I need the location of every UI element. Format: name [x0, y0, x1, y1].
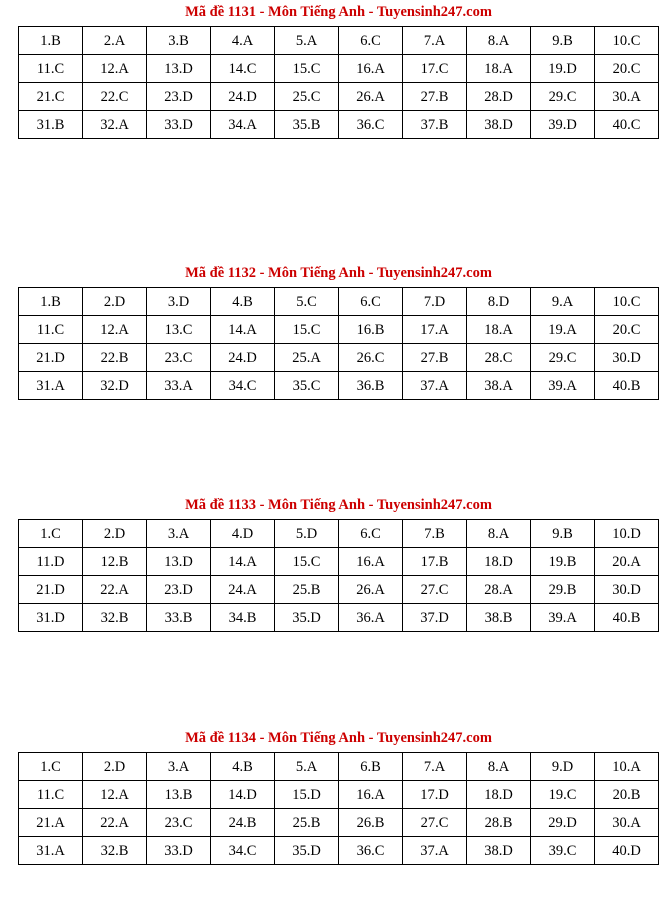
answer-cell: 27.C	[403, 576, 467, 604]
table-row	[19, 316, 659, 344]
answer-cell: 16.A	[339, 548, 403, 576]
answer-cell: 15.D	[275, 781, 339, 809]
answer-cell: 10.C	[595, 27, 659, 55]
answer-cell: 38.B	[467, 604, 531, 632]
answer-cell: 24.B	[211, 809, 275, 837]
answer-cell: 31.D	[19, 604, 83, 632]
table-row	[19, 837, 659, 865]
answer-cell: 33.D	[147, 111, 211, 139]
answer-cell: 22.A	[83, 809, 147, 837]
answer-cell: 37.B	[403, 111, 467, 139]
answer-cell: 33.D	[147, 837, 211, 865]
answer-cell: 40.B	[595, 372, 659, 400]
answer-cell: 6.C	[339, 27, 403, 55]
answer-cell: 8.D	[467, 288, 531, 316]
table-row	[19, 548, 659, 576]
answer-cell: 39.A	[531, 604, 595, 632]
answer-cell: 6.C	[339, 288, 403, 316]
table-row	[19, 576, 659, 604]
block-title: Mã đề 1133 - Môn Tiếng Anh - Tuyensinh247.com	[185, 497, 492, 513]
answer-cell: 17.C	[403, 55, 467, 83]
answer-cell: 14.C	[211, 55, 275, 83]
answer-cell: 26.A	[339, 576, 403, 604]
table-row	[19, 288, 659, 316]
table-row	[19, 27, 659, 55]
answer-cell: 20.C	[595, 316, 659, 344]
answer-cell: 10.D	[595, 520, 659, 548]
answer-cell: 22.C	[83, 83, 147, 111]
block-title: Mã đề 1131 - Môn Tiếng Anh - Tuyensinh247.com	[185, 4, 492, 20]
answer-cell: 13.D	[147, 548, 211, 576]
answer-cell: 25.C	[275, 83, 339, 111]
answer-cell: 40.D	[595, 837, 659, 865]
answer-cell: 13.D	[147, 55, 211, 83]
answer-cell: 28.C	[467, 344, 531, 372]
answer-cell: 37.A	[403, 372, 467, 400]
answer-cell: 10.A	[595, 753, 659, 781]
answer-cell: 1.C	[19, 520, 83, 548]
answer-cell: 32.D	[83, 372, 147, 400]
table-row	[19, 520, 659, 548]
answer-cell: 18.A	[467, 316, 531, 344]
table-row	[19, 344, 659, 372]
table-row	[19, 753, 659, 781]
answer-cell: 39.A	[531, 372, 595, 400]
answer-cell: 33.A	[147, 372, 211, 400]
answer-cell: 20.A	[595, 548, 659, 576]
answer-table	[18, 26, 659, 139]
answer-cell: 24.A	[211, 576, 275, 604]
answer-cell: 20.C	[595, 55, 659, 83]
answer-cell: 9.B	[531, 27, 595, 55]
answer-cell: 20.B	[595, 781, 659, 809]
answer-cell: 28.B	[467, 809, 531, 837]
answer-cell: 12.B	[83, 548, 147, 576]
answer-key-block-1133	[18, 496, 659, 632]
answer-cell: 4.B	[211, 288, 275, 316]
table-row	[19, 604, 659, 632]
answer-cell: 11.C	[19, 316, 83, 344]
answer-cell: 14.A	[211, 548, 275, 576]
answer-cell: 25.B	[275, 576, 339, 604]
answer-cell: 12.A	[83, 781, 147, 809]
answer-cell: 11.D	[19, 548, 83, 576]
answer-cell: 7.D	[403, 288, 467, 316]
answer-cell: 29.C	[531, 344, 595, 372]
answer-cell: 28.D	[467, 83, 531, 111]
table-row	[19, 111, 659, 139]
table-row	[19, 372, 659, 400]
answer-cell: 9.A	[531, 288, 595, 316]
answer-cell: 17.A	[403, 316, 467, 344]
answer-table	[18, 752, 659, 865]
answer-cell: 23.C	[147, 344, 211, 372]
answer-cell: 1.B	[19, 288, 83, 316]
answer-cell: 5.A	[275, 753, 339, 781]
answer-cell: 10.C	[595, 288, 659, 316]
answer-cell: 32.B	[83, 604, 147, 632]
answer-cell: 33.B	[147, 604, 211, 632]
answer-cell: 25.A	[275, 344, 339, 372]
answer-cell: 30.A	[595, 83, 659, 111]
answer-cell: 36.C	[339, 111, 403, 139]
answer-cell: 38.D	[467, 111, 531, 139]
answer-cell: 5.D	[275, 520, 339, 548]
answer-key-block-1134	[18, 729, 659, 865]
answer-cell: 35.B	[275, 111, 339, 139]
answer-cell: 18.D	[467, 781, 531, 809]
answer-cell: 19.D	[531, 55, 595, 83]
answer-cell: 31.A	[19, 372, 83, 400]
answer-cell: 15.C	[275, 316, 339, 344]
answer-cell: 4.D	[211, 520, 275, 548]
answer-cell: 31.B	[19, 111, 83, 139]
block-title: Mã đề 1134 - Môn Tiếng Anh - Tuyensinh247.com	[185, 730, 492, 746]
answer-cell: 27.B	[403, 344, 467, 372]
block-title: Mã đề 1132 - Môn Tiếng Anh - Tuyensinh247.com	[185, 265, 492, 281]
answer-cell: 8.A	[467, 753, 531, 781]
answer-cell: 17.B	[403, 548, 467, 576]
answer-cell: 14.D	[211, 781, 275, 809]
answer-cell: 29.D	[531, 809, 595, 837]
answer-cell: 15.C	[275, 55, 339, 83]
answer-cell: 7.A	[403, 753, 467, 781]
answer-cell: 24.D	[211, 83, 275, 111]
answer-cell: 2.D	[83, 753, 147, 781]
answer-cell: 38.A	[467, 372, 531, 400]
table-row	[19, 83, 659, 111]
answer-cell: 23.C	[147, 809, 211, 837]
answer-cell: 11.C	[19, 781, 83, 809]
answer-cell: 28.A	[467, 576, 531, 604]
answer-cell: 24.D	[211, 344, 275, 372]
answer-cell: 26.C	[339, 344, 403, 372]
answer-cell: 16.A	[339, 781, 403, 809]
answer-cell: 22.B	[83, 344, 147, 372]
answer-cell: 34.C	[211, 837, 275, 865]
answer-cell: 39.C	[531, 837, 595, 865]
answer-key-block-1132	[18, 264, 659, 400]
answer-cell: 34.A	[211, 111, 275, 139]
answer-cell: 7.B	[403, 520, 467, 548]
answer-cell: 23.D	[147, 576, 211, 604]
answer-cell: 19.B	[531, 548, 595, 576]
answer-cell: 16.A	[339, 55, 403, 83]
answer-cell: 30.D	[595, 344, 659, 372]
answer-cell: 6.B	[339, 753, 403, 781]
answer-cell: 11.C	[19, 55, 83, 83]
answer-cell: 13.C	[147, 316, 211, 344]
answer-cell: 6.C	[339, 520, 403, 548]
answer-cell: 29.C	[531, 83, 595, 111]
answer-cell: 18.D	[467, 548, 531, 576]
answer-cell: 4.A	[211, 27, 275, 55]
answer-cell: 34.B	[211, 604, 275, 632]
answer-cell: 27.C	[403, 809, 467, 837]
answer-cell: 38.D	[467, 837, 531, 865]
answer-cell: 8.A	[467, 27, 531, 55]
answer-cell: 13.B	[147, 781, 211, 809]
answer-cell: 36.B	[339, 372, 403, 400]
answer-cell: 32.B	[83, 837, 147, 865]
answer-cell: 40.B	[595, 604, 659, 632]
answer-cell: 40.C	[595, 111, 659, 139]
answer-cell: 15.C	[275, 548, 339, 576]
answer-cell: 1.B	[19, 27, 83, 55]
answer-table	[18, 519, 659, 632]
answer-cell: 21.A	[19, 809, 83, 837]
table-row	[19, 781, 659, 809]
answer-cell: 36.A	[339, 604, 403, 632]
answer-cell: 30.A	[595, 809, 659, 837]
answer-cell: 19.A	[531, 316, 595, 344]
table-row	[19, 809, 659, 837]
answer-cell: 2.A	[83, 27, 147, 55]
answer-cell: 21.D	[19, 344, 83, 372]
answer-cell: 16.B	[339, 316, 403, 344]
answer-cell: 35.D	[275, 604, 339, 632]
answer-cell: 22.A	[83, 576, 147, 604]
answer-cell: 7.A	[403, 27, 467, 55]
answer-cell: 31.A	[19, 837, 83, 865]
answer-cell: 5.A	[275, 27, 339, 55]
answer-cell: 23.D	[147, 83, 211, 111]
answer-cell: 36.C	[339, 837, 403, 865]
answer-cell: 34.C	[211, 372, 275, 400]
answer-cell: 26.A	[339, 83, 403, 111]
answer-cell: 32.A	[83, 111, 147, 139]
table-row	[19, 55, 659, 83]
answer-cell: 1.C	[19, 753, 83, 781]
answer-cell: 35.D	[275, 837, 339, 865]
answer-cell: 35.C	[275, 372, 339, 400]
answer-cell: 21.C	[19, 83, 83, 111]
answer-cell: 9.B	[531, 520, 595, 548]
answer-cell: 4.B	[211, 753, 275, 781]
answer-cell: 27.B	[403, 83, 467, 111]
answer-cell: 19.C	[531, 781, 595, 809]
answer-cell: 12.A	[83, 316, 147, 344]
answer-cell: 3.B	[147, 27, 211, 55]
answer-key-block-1131	[18, 3, 659, 139]
answer-cell: 18.A	[467, 55, 531, 83]
answer-cell: 5.C	[275, 288, 339, 316]
answer-cell: 30.D	[595, 576, 659, 604]
answer-cell: 21.D	[19, 576, 83, 604]
answer-cell: 37.D	[403, 604, 467, 632]
answer-cell: 26.B	[339, 809, 403, 837]
answer-cell: 12.A	[83, 55, 147, 83]
answer-cell: 2.D	[83, 520, 147, 548]
answer-cell: 17.D	[403, 781, 467, 809]
answer-cell: 39.D	[531, 111, 595, 139]
answer-cell: 9.D	[531, 753, 595, 781]
answer-cell: 3.A	[147, 520, 211, 548]
answer-cell: 25.B	[275, 809, 339, 837]
answer-cell: 29.B	[531, 576, 595, 604]
answer-cell: 37.A	[403, 837, 467, 865]
answer-cell: 3.D	[147, 288, 211, 316]
answer-cell: 14.A	[211, 316, 275, 344]
answer-cell: 2.D	[83, 288, 147, 316]
answer-table	[18, 287, 659, 400]
answer-cell: 8.A	[467, 520, 531, 548]
answer-cell: 3.A	[147, 753, 211, 781]
